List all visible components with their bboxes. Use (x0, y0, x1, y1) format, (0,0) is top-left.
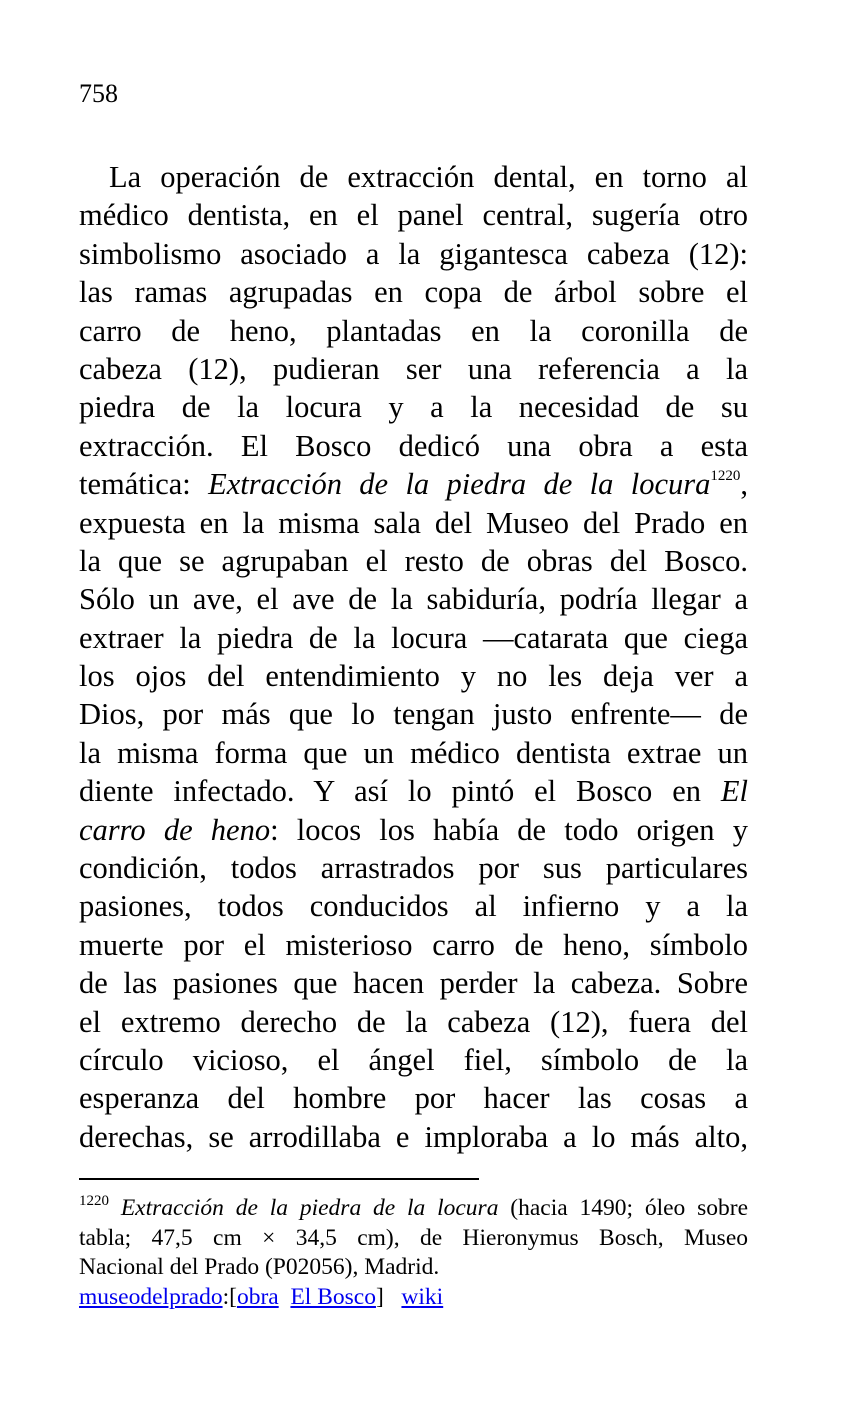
footnote-line: tabla; 47,5 cm × 34,5 cm), de Hieronymus Bosch, Museo (79, 1224, 748, 1251)
text-line: de las pasiones que hacen perder la cabeza. Sobre (79, 966, 748, 1001)
footnote (79, 1194, 748, 1312)
footnote-links (79, 1283, 748, 1313)
text-line: pasiones, todos conducidos al infierno y a la (79, 889, 748, 924)
obra-link[interactable]: obra (236, 1283, 279, 1310)
text-line: los ojos del entendimiento y no les deja ver a (79, 659, 748, 694)
text-line: cabeza (12), pudieran ser una referencia a la (79, 351, 748, 386)
text-line: extraer la piedra de la locura —catarata que ciega (79, 620, 748, 655)
footnote-number: 1220 (79, 1193, 109, 1209)
text-line: Sólo un ave, el ave de la sabiduría, podría llegar a (79, 582, 748, 617)
footnote-artwork-title: Extracción de la piedra de la locura (120, 1195, 499, 1221)
footnote-line: Nacional del Prado (P02056), Madrid. (79, 1254, 440, 1280)
text-line: Dios, por más que lo tengan justo enfrente— de (79, 697, 748, 732)
text-line: la que se agrupaban el resto de obras del Bosco. (79, 543, 748, 578)
link-bracket-close: ] (375, 1283, 384, 1310)
text-line: temática: Extracción de la piedra de la locura$^{1220}$, (79, 467, 749, 502)
footnote-line: $^{1220}$ Extracción de la piedra de la locura (hacia 1490; óleo sobre (79, 1193, 749, 1221)
museodelprado-link[interactable]: museodelprado (79, 1283, 223, 1310)
text-line: condición, todos arrastrados por sus particulares (79, 851, 748, 886)
text-line: simbolismo asociado a la gigantesca cabeza (12): (79, 236, 748, 271)
artwork-title: Extracción de la piedra de la locura (208, 467, 711, 502)
footnote-divider (79, 1178, 479, 1180)
text-line: la misma forma que un médico dentista extrae un (79, 735, 748, 770)
page-number: 758 (79, 79, 118, 108)
text-line: médico dentista, en el panel central, sugería otro (79, 198, 748, 233)
text-line: carro de heno, plantadas en la coronilla de (79, 313, 748, 348)
el-bosco-link[interactable]: El Bosco (290, 1283, 376, 1310)
wiki-link[interactable]: wiki (401, 1283, 444, 1310)
text-line: expuesta en la misma sala del Museo del Prado en (79, 505, 748, 540)
link-separator: :[ (222, 1283, 237, 1310)
text-line: diente infectado. Y así lo pintó el Bosco en El (79, 774, 748, 809)
text-line: extracción. El Bosco dedicó una obra a esta (79, 428, 748, 463)
text-line: círculo vicioso, el ángel fiel, símbolo de la (79, 1042, 748, 1077)
text-line: esperanza del hombre por hacer las cosas a (79, 1081, 748, 1116)
footnote-reference: 1220 (710, 468, 741, 485)
body-paragraph (79, 158, 748, 1156)
text-line: muerte por el misterioso carro de heno, símbolo (79, 927, 748, 962)
text-line: piedra de la locura y a la necesidad de su (79, 390, 748, 425)
text-line: derechas, se arrodillaba e imploraba a lo más alto, (79, 1119, 748, 1154)
artwork-title: carro de heno (79, 812, 271, 847)
text-line: las ramas agrupadas en copa de árbol sobre el (79, 275, 748, 310)
artwork-title: El (720, 774, 748, 809)
text-line: La operación de extracción dental, en torno al (109, 160, 748, 194)
text-line: carro de heno: locos los había de todo origen y (79, 812, 748, 847)
text-line: el extremo derecho de la cabeza (12), fuera del (79, 1004, 748, 1039)
